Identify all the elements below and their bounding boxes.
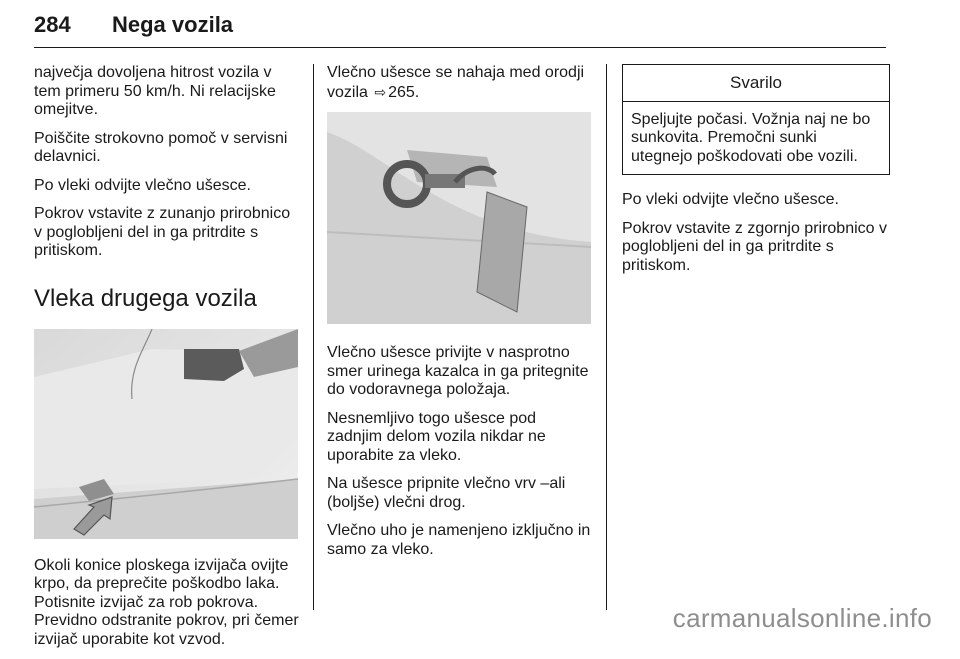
section-title: Vleka drugega vozila [34, 284, 257, 312]
arrow-ref-icon: ⇨ [374, 83, 387, 100]
paragraph: Pokrov vstavite z zgornjo prirobnico v poglobljeni del in ga pritrdite s pritiskom. [622, 219, 887, 274]
paragraph: Nesnemljivo togo ušesce pod zadnjim delom vozila nikdar ne uporabite za vleko. [327, 409, 546, 464]
page-header [34, 6, 886, 48]
page-title: Nega vozila [112, 12, 234, 37]
paragraph: Pokrov vstavite z zunanjo prirobnico v poglobljeni del in ga pritrdite s pritiskom. [34, 205, 291, 259]
column-right [622, 64, 890, 285]
paragraph: Vlečno uho je namenjeno izključno in samo za vleko. [327, 522, 591, 558]
page-number: 284 [34, 12, 71, 37]
paragraph-text: Vlečno ušesce se nahaja med orodji vozila [327, 64, 585, 101]
page-reference[interactable]: 265. [388, 83, 420, 101]
warning-box [622, 64, 890, 175]
paragraph: Vlečno ušesce privijte v nasprotno smer urinega kazalca in ga pritegnite do vodoravnega položaja. [327, 344, 589, 398]
towing-eye-illustration [327, 112, 591, 324]
paragraph [327, 64, 595, 102]
column-middle [327, 64, 595, 569]
column-divider-1 [313, 64, 314, 610]
paragraph: Po vleki odvijte vlečno ušesce. [34, 176, 251, 194]
warning-title: Svarilo [623, 65, 889, 102]
header-rule [34, 47, 886, 48]
paragraph: Poiščite strokovno pomoč v servisni delavnici. [34, 129, 288, 165]
rear-bumper-cover-illustration [34, 329, 298, 539]
paragraph: največja dovoljena hitrost vozila v tem primeru 50 km/h. Ni relacijske omejitve. [34, 64, 276, 118]
paragraph: Okoli konice ploskega izvijača ovijte krpo, da preprečite poškodbo laka. Potisnite izvijač za rob pokrova. Previdno odstranite pokrov, pri čemer izvijač uporabite kot vzvod. [34, 556, 299, 648]
column-left [34, 64, 302, 659]
paragraph: Na ušesce pripnite vlečno vrv –ali (boljše) vlečni drog. [327, 475, 566, 511]
warning-text: Speljujte počasi. Vožnja naj ne bo sunkovita. Premočni sunki utegnejo poškodovati obe vozili. [631, 110, 871, 165]
watermark: carmanualsonline.info [672, 603, 932, 633]
column-divider-2 [606, 64, 607, 610]
paragraph: Po vleki odvijte vlečno ušesce. [622, 191, 839, 208]
